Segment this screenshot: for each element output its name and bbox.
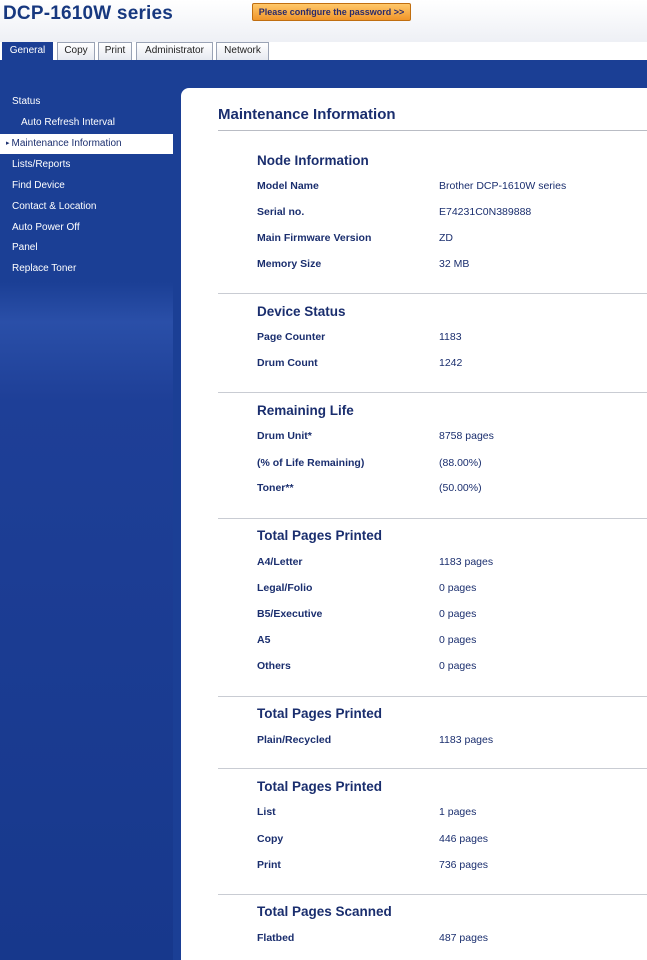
row-value: 0 pages [439, 582, 477, 594]
configure-password-button[interactable]: Please configure the password >> [252, 3, 411, 21]
row-label: A5 [257, 634, 271, 646]
tab-general[interactable]: General [2, 42, 53, 60]
row-value: 1 pages [439, 806, 477, 818]
row-label: Memory Size [257, 258, 322, 270]
tab-bar [0, 42, 647, 60]
section-divider [218, 696, 647, 697]
section-title: Total Pages Printed [257, 528, 383, 543]
sidebar-item-find-device[interactable]: Find Device [12, 180, 65, 191]
sidebar-item-status[interactable]: Status [12, 96, 41, 107]
row-value: 1183 pages [439, 734, 494, 746]
sidebar-item-replace-toner[interactable]: Replace Toner [12, 263, 77, 274]
row-label: Drum Unit* [257, 430, 312, 442]
sidebar-item-auto-power-off[interactable]: Auto Power Off [12, 222, 80, 233]
section-title: Total Pages Printed [257, 706, 383, 721]
row-value: (50.00%) [439, 482, 482, 494]
triangle-right-icon: ▸ [6, 140, 10, 147]
title-divider [218, 130, 647, 131]
row-label: Toner** [257, 482, 294, 494]
row-value: ZD [439, 232, 453, 244]
row-label: Legal/Folio [257, 582, 313, 594]
row-label: Drum Count [257, 357, 318, 369]
row-label: A4/Letter [257, 556, 303, 568]
content-panel [181, 88, 647, 960]
tab-administrator[interactable]: Administrator [136, 42, 213, 60]
tab-network[interactable]: Network [216, 42, 269, 60]
product-title: DCP-1610W series [3, 3, 174, 24]
section-divider [218, 293, 647, 294]
tab-print[interactable]: Print [98, 42, 132, 60]
row-value: E74231C0N389888 [439, 206, 532, 218]
row-value: 446 pages [439, 833, 489, 845]
row-value: 1242 [439, 357, 463, 369]
row-value: 736 pages [439, 859, 489, 871]
section-title: Remaining Life [257, 403, 354, 418]
row-label: (% of Life Remaining) [257, 457, 365, 469]
row-label: Main Firmware Version [257, 232, 372, 244]
row-value: 0 pages [439, 660, 477, 672]
section-title: Total Pages Scanned [257, 904, 392, 919]
row-value: 32 MB [439, 258, 470, 270]
sidebar-item-panel[interactable]: Panel [12, 242, 38, 253]
row-value: 8758 pages [439, 430, 494, 442]
sidebar-item-auto-refresh-interval[interactable]: Auto Refresh Interval [21, 117, 115, 128]
row-value: 0 pages [439, 608, 477, 620]
section-divider [218, 768, 647, 769]
row-label: List [257, 806, 276, 818]
row-label: Serial no. [257, 206, 305, 218]
row-value: Brother DCP-1610W series [439, 180, 567, 192]
row-value: 487 pages [439, 932, 489, 944]
row-value: (88.00%) [439, 457, 482, 469]
sidebar-item-maintenance-information[interactable] [0, 134, 173, 154]
tab-underline-band [0, 60, 647, 82]
row-label: B5/Executive [257, 608, 323, 620]
section-title: Total Pages Printed [257, 779, 383, 794]
section-divider [218, 894, 647, 895]
header [0, 0, 647, 42]
page-title: Maintenance Information [218, 106, 396, 123]
section-divider [218, 392, 647, 393]
row-label: Page Counter [257, 331, 326, 343]
row-label: Flatbed [257, 932, 295, 944]
row-label: Model Name [257, 180, 319, 192]
row-value: 0 pages [439, 634, 477, 646]
sidebar-item-contact-location[interactable]: Contact & Location [12, 201, 97, 212]
row-value: 1183 pages [439, 556, 494, 568]
row-label: Others [257, 660, 291, 672]
section-title: Node Information [257, 153, 369, 168]
section-title: Device Status [257, 304, 346, 319]
sidebar-item-lists-reports[interactable]: Lists/Reports [12, 159, 71, 170]
row-label: Plain/Recycled [257, 734, 332, 746]
row-label: Print [257, 859, 281, 871]
sidebar-item-label: Maintenance Information [11, 138, 122, 149]
section-divider [218, 518, 647, 519]
row-value: 1183 [439, 331, 462, 343]
row-label: Copy [257, 833, 284, 845]
tab-copy[interactable]: Copy [57, 42, 95, 60]
